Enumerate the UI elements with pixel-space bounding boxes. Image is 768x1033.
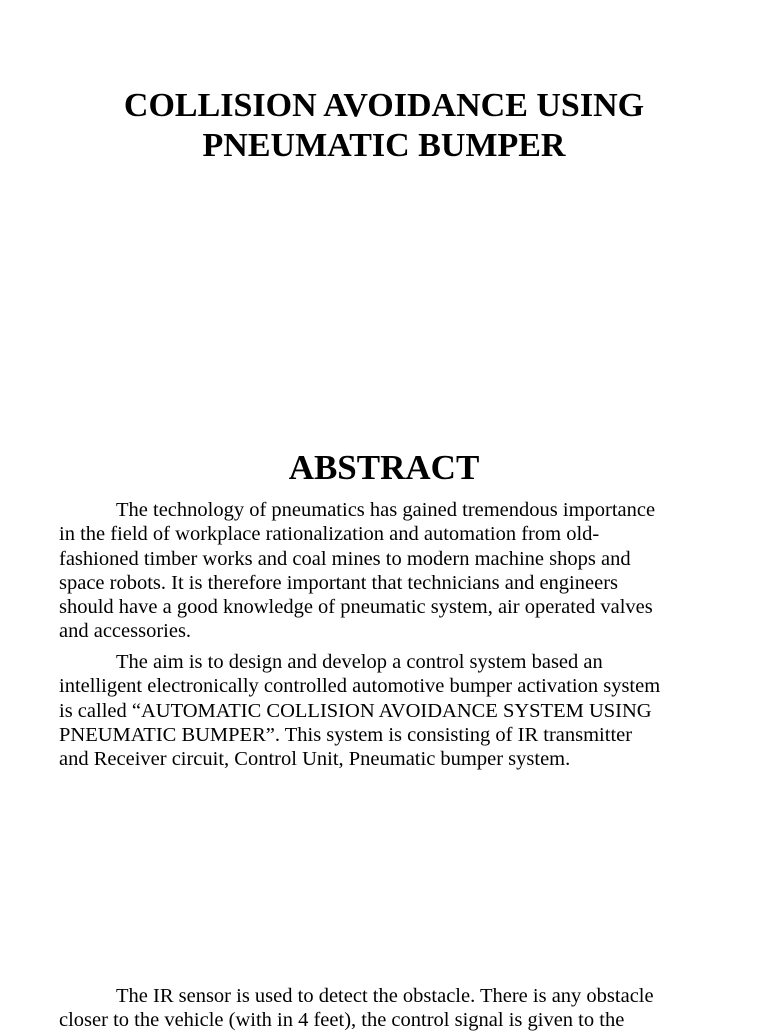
paragraph-line: should have a good knowledge of pneumatic system, air operated valves <box>59 596 653 619</box>
paragraph-line: PNEUMATIC BUMPER”. This system is consisting of IR transmitter <box>59 723 633 746</box>
paragraph-line: The technology of pneumatics has gained tremendous importance <box>116 499 656 521</box>
body-paragraph <box>59 984 719 1033</box>
paragraph-line: closer to the vehicle (with in 4 feet), the control signal is given to the <box>59 1009 625 1032</box>
paragraph-line: intelligent electronically controlled automotive bumper activation system <box>59 675 661 698</box>
abstract-paragraph <box>59 650 719 771</box>
paragraph-line: The aim is to design and develop a control system based an <box>116 651 603 673</box>
document-title <box>0 86 768 166</box>
title-line: PNEUMATIC BUMPER <box>202 127 566 164</box>
paragraph-line: in the field of workplace rationalization and automation from old- <box>59 523 600 546</box>
abstract-heading: ABSTRACT <box>288 448 480 487</box>
paragraph-line: is called “AUTOMATIC COLLISION AVOIDANCE SYSTEM USING <box>59 699 652 722</box>
paragraph-line: The IR sensor is used to detect the obstacle. There is any obstacle <box>116 985 654 1007</box>
title-line: COLLISION AVOIDANCE USING <box>123 87 645 124</box>
paragraph-line: fashioned timber works and coal mines to modern machine shops and <box>59 547 631 570</box>
paragraph-line: and Receiver circuit, Control Unit, Pneumatic bumper system. <box>59 748 571 771</box>
paragraph-line: and accessories. <box>59 620 192 643</box>
paragraph-line: space robots. It is therefore important that technicians and engineers <box>59 571 618 594</box>
abstract-paragraph <box>59 498 719 644</box>
